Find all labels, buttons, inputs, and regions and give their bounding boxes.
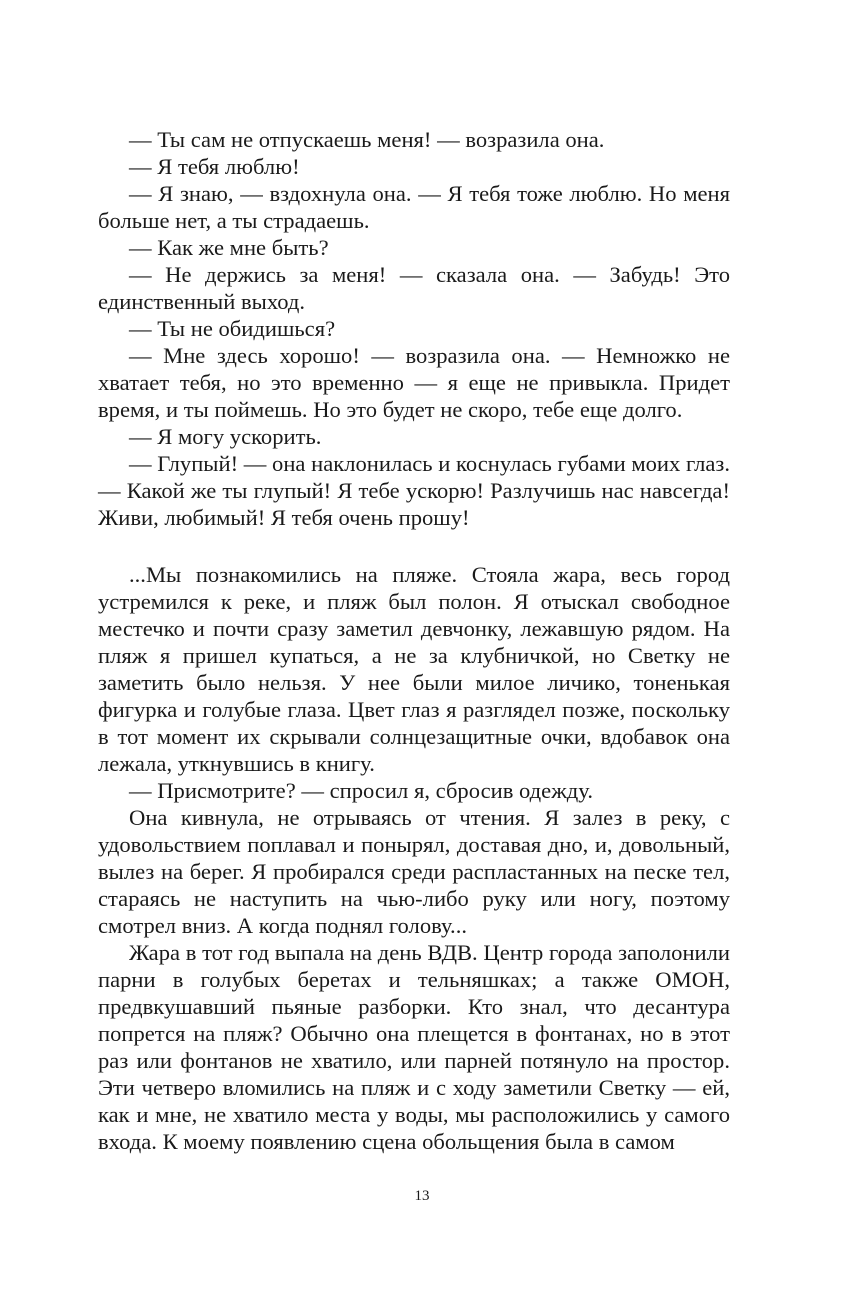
- narrative-paragraph: Она кивнула, не отрываясь от чтения. Я залез в реку, с удовольствием поплавал и понырял, доставая дно, и, довольный, вылез на берег. Я пробирался среди распластанных на песке тел, стараясь не наступить на чью-либо руку или ногу, поэтому смотрел вниз. А когда поднял голову...: [98, 805, 730, 938]
- dialogue-line: — Я тебя люблю!: [129, 154, 300, 179]
- dialogue-line: — Мне здесь хорошо! — возразила она. — Немножко не хватает тебя, но это временно — я еще не привыкла. Придет время, и ты поймешь. Но это будет не скоро, тебе еще долго.: [98, 343, 730, 422]
- dialogue-line: — Ты не обидишься?: [129, 316, 336, 341]
- page-number: 13: [414, 1188, 430, 1204]
- dialogue-line: — Глупый! — она наклонилась и коснулась губами моих глаз. — Какой же ты глупый! Я тебе ускорю! Разлучишь нас навсегда! Живи, любимый! Я тебя очень прошу!: [98, 451, 730, 530]
- narrative-paragraph: — Присмотрите? — спросил я, сбросив одежду.: [129, 778, 593, 803]
- dialogue-line: — Я знаю, — вздохнула она. — Я тебя тоже люблю. Но меня больше нет, а ты страдаешь.: [98, 181, 730, 233]
- dialogue-line: — Я могу ускорить.: [129, 424, 322, 449]
- dialogue-section: [98, 126, 730, 531]
- narrative-paragraph: ...Мы познакомились на пляже. Стояла жара, весь город устремился к реке, и пляж был полон. Я отыскал свободное местечко и почти сразу заметил девчонку, лежавшую рядом. На пляж я пришел купаться, а не за клубничкой, но Светку не заметить было нельзя. У нее были милое личико, тоненькая фигурка и голубые глаза. Цвет глаз я разглядел позже, поскольку в тот момент их скрывали солнцезащитные очки, вдобавок она лежала, уткнувшись в книгу.: [98, 562, 730, 776]
- dialogue-line: — Как же мне быть?: [129, 235, 329, 260]
- dialogue-line: — Ты сам не отпускаешь меня! — возразила она.: [129, 127, 605, 152]
- dialogue-line: — Не держись за меня! — сказала она. — Забудь! Это единственный выход.: [98, 262, 730, 314]
- narrative-section: [98, 561, 730, 1155]
- narrative-paragraph: Жара в тот год выпала на день ВДВ. Центр города заполонили парни в голубых беретах и тельняшках; а также ОМОН, предвкушавший пьяные разборки. Кто знал, что десантура попрется на пляж? Обычно она плещется в фонтанах, но в этот раз или фонтанов не хватило, или парней потянуло на простор. Эти четверо вломились на пляж и с ходу заметили Светку — ей, как и мне, не хватило места у воды, мы расположились у самого входа. К моему появлению сцена обольщения была в самом: [98, 940, 730, 1154]
